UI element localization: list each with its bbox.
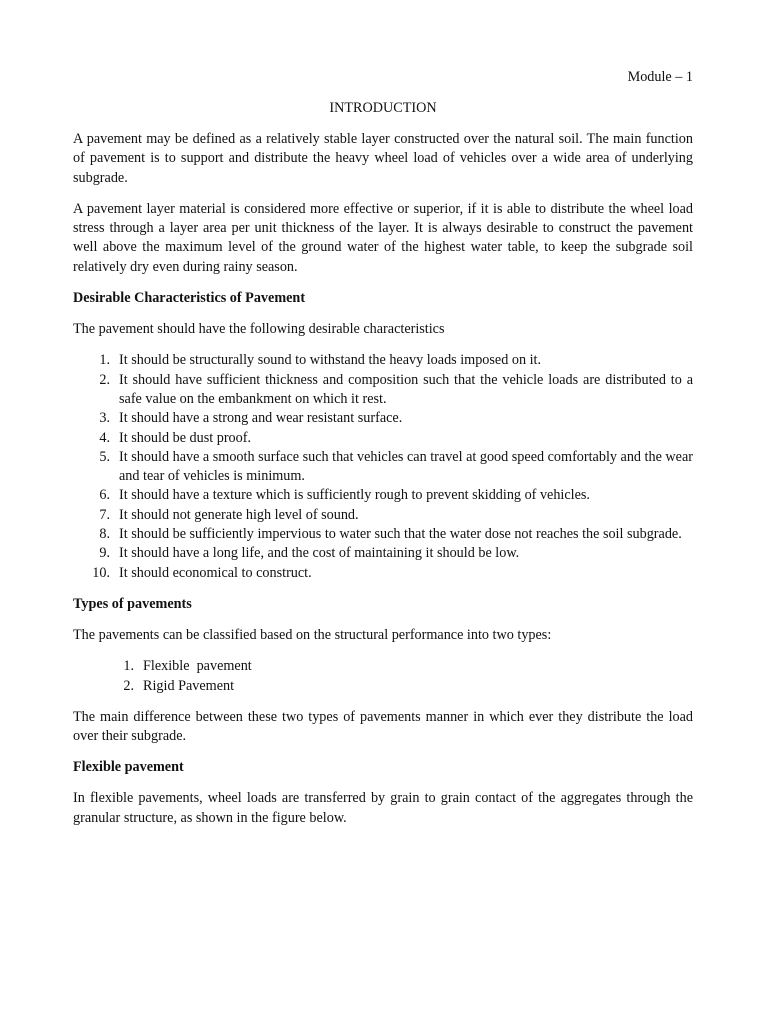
list-number: 9. xyxy=(99,545,110,562)
desirable-lead: The pavement should have the following desirable characteristics xyxy=(73,321,445,338)
list-text: It should have a smooth surface such that vehicles can travel at good speed comfortably and the wear and tear of vehicles is minimum. xyxy=(119,448,693,485)
document-page xyxy=(73,68,693,840)
list-text: It should economical to construct. xyxy=(119,564,312,581)
types-difference: The main difference between these two types of pavements manner in which ever they distribute the load over their subgrade. xyxy=(73,708,693,745)
types-lead: The pavements can be classified based on the structural performance into two types: xyxy=(73,626,552,643)
list-number: 1. xyxy=(123,658,134,675)
list-number: 2. xyxy=(123,677,134,694)
list-number: 2. xyxy=(99,371,110,388)
list-item xyxy=(73,351,693,370)
list-item xyxy=(73,657,693,676)
list-number: 10. xyxy=(92,564,110,581)
list-number: 1. xyxy=(99,352,110,369)
intro-paragraph-2: A pavement layer material is considered more effective or superior, if it is able to distribute the wheel load stress through a layer area per unit thickness of the layer. It is always desirable to construct the pavement well above the maximum level of the ground water of the highest water table, to keep the subgrade soil relatively dry even during rainy season. xyxy=(73,200,693,275)
intro-paragraph-1: A pavement may be defined as a relatively stable layer constructed over the natural soil. The main function of pavement is to support and distribute the heavy wheel load of vehicles over a wide area of underlying subgrade. xyxy=(73,131,693,186)
list-text: It should have a strong and wear resistant surface. xyxy=(119,410,403,427)
page-title: INTRODUCTION xyxy=(329,100,437,116)
list-text: Rigid Pavement xyxy=(143,677,235,694)
list-text: It should have a long life, and the cost of maintaining it should be low. xyxy=(119,545,520,562)
list-number: 8. xyxy=(99,526,110,543)
flexible-paragraph: In flexible pavements, wheel loads are transferred by grain to grain contact of the aggregates through the granular structure, as shown in the figure below. xyxy=(73,790,693,826)
list-text: It should have sufficient thickness and composition such that the vehicle loads are distributed to a safe value on the embankment on which it rest. xyxy=(119,371,693,407)
list-item xyxy=(73,544,693,563)
list-item xyxy=(73,506,693,525)
flexible-heading: Flexible pavement xyxy=(73,759,184,776)
list-text: Flexible pavement xyxy=(143,658,252,675)
module-label: Module – 1 xyxy=(627,69,693,85)
list-item xyxy=(73,409,693,428)
list-number: 4. xyxy=(99,429,110,446)
list-number: 3. xyxy=(99,410,110,427)
list-item xyxy=(73,448,693,487)
list-text: It should be sufficiently impervious to water such that the water dose not reaches the soil subgrade. xyxy=(119,526,682,543)
desirable-heading: Desirable Characteristics of Pavement xyxy=(73,290,306,307)
list-item xyxy=(73,564,693,583)
types-list xyxy=(73,657,693,696)
list-item xyxy=(73,371,693,410)
list-number: 7. xyxy=(99,506,110,523)
list-item xyxy=(73,677,693,696)
list-text: It should be dust proof. xyxy=(119,429,252,446)
list-text: It should have a texture which is sufficiently rough to prevent skidding of vehicles. xyxy=(119,487,590,504)
list-item xyxy=(73,429,693,448)
desirable-list xyxy=(73,351,693,583)
list-text: It should not generate high level of sound. xyxy=(119,506,359,523)
list-item xyxy=(73,525,693,544)
list-text: It should be structurally sound to withstand the heavy loads imposed on it. xyxy=(119,352,542,369)
list-number: 5. xyxy=(99,448,110,465)
list-number: 6. xyxy=(99,487,110,504)
types-heading: Types of pavements xyxy=(73,595,192,612)
list-item xyxy=(73,486,693,505)
